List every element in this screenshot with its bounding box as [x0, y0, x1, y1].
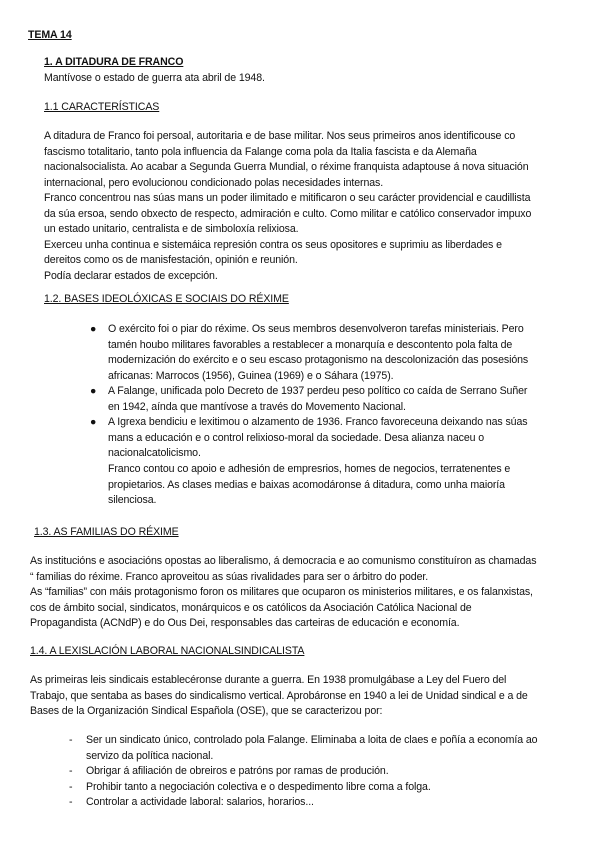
paragraph-line: Podía declarar estados de excepción. — [44, 269, 218, 282]
list-line: Controlar a actividade laboral: salarios, horarios... — [86, 796, 314, 809]
paragraph-line: un estado unitario, centralista e de simboloxía relixiosa. — [44, 223, 299, 236]
dash-bullet-icon: - — [69, 765, 73, 778]
paragraph-line: Franco contou co apoio e adhesión de empresrios, homes de negocios, terratenentes e — [108, 462, 511, 475]
bullet-line: mans a educación e o control relixioso-moral da sociedade. Desa alianza naceu o — [108, 431, 485, 444]
paragraph-line: As “familias” con máis protagonismo foron os militares que ocuparon os ministerios militares, e os falanxistas, — [30, 586, 533, 599]
paragraph-line: dereitos como os de manisfestación, opinión e reunión. — [44, 254, 298, 267]
paragraph-line: Bases de la Organización Sindical Española (OSE), que se caracterizou por: — [30, 705, 383, 718]
dash-bullet-icon: - — [69, 780, 73, 793]
dash-bullet-icon: - — [69, 796, 73, 809]
bullet-line: O exército foi o piar do réxime. Os seus membros desenvolveron tarefas ministeriais. Pero — [108, 323, 524, 335]
paragraph-line: fascismo totalitario, tanto pola influencia da Falange coma pola da Italia fascista e da Alemaña — [44, 145, 477, 158]
bullet-icon: ● — [90, 385, 97, 398]
bullet-line: tamén houbo militares favorables a restablecer a monarquía e descontento pola falta de — [108, 338, 513, 351]
paragraph-line: internacional, pero evolucionou condicionado polas necesidades internas. — [44, 176, 384, 189]
bullet-line: africanas: Marrocos (1956), Guinea (1969) e o Sáhara (1975). — [108, 369, 394, 382]
paragraph-line: da súa ersoa, sendo obxecto de respecto, admiración e culto. Como militar e católico conservador impuxo — [44, 207, 532, 220]
subsection-heading: 1.4. A LEXISLACIÓN LABORAL NACIONALSINDICALISTA — [30, 645, 305, 657]
bullet-line: A Falange, unificada polo Decreto de 1937 perdeu peso político co caída de Serrano Suñer — [108, 385, 528, 398]
subsection-heading: 1.1 CARACTERÍSTICAS — [44, 101, 160, 113]
paragraph-line: As institucións e asociacións opostas ao liberalismo, á democracia e ao comunismo constituíron as chamadas — [30, 555, 537, 567]
section-heading: 1. A DITADURA DE FRANCO — [44, 56, 184, 68]
paragraph-line: “ familias do réxime. Franco aproveitou as súas rivalidades para ser o árbitro do poder. — [30, 570, 429, 583]
bullet-line: modernización do exército e o seu escaso protagonismo na descolonización das posesións — [108, 354, 529, 367]
document-title: TEMA 14 — [28, 29, 72, 41]
paragraph-line: Propagandista (ACNdP) e do Ous Dei, responsables das carteiras de educación e economía. — [30, 617, 460, 630]
paragraph-line: Exerceu unha continua e sistemáica represión contra os seus opositores e suprimiu as liberdades e — [44, 238, 502, 251]
subsection-heading: 1.3. AS FAMILIAS DO RÉXIME — [34, 526, 179, 538]
intro-text: Mantívose o estado de guerra ata abril de 1948. — [44, 72, 265, 84]
bullet-icon: ● — [90, 416, 97, 429]
bullet-line: en 1942, aínda que mantívose a través do Movemento Nacional. — [108, 400, 406, 413]
subsection-heading: 1.2. BASES IDEOLÓXICAS E SOCIAIS DO RÉXIME — [44, 293, 289, 305]
paragraph-line: A ditadura de Franco foi persoal, autoritaria e de base militar. Nos seus primeiros anos identificouse co — [44, 130, 516, 142]
paragraph-line: Trabajo, que sentaba as bases do sindicalismo vertical. Aprobáronse en 1940 a lei de Unidad sindical e a de — [30, 689, 528, 702]
paragraph-line: nacionalsocialista. Ao acabar a Segunda Guerra Mundial, o réxime franquista adaptouse á nova situación — [44, 161, 529, 174]
dash-bullet-icon: - — [69, 734, 73, 746]
paragraph-line: propietarios. As clases medias e baixas acomodáronse á ditadura, como unha maioría — [108, 478, 505, 491]
list-line: servizo da política nacional. — [86, 749, 214, 762]
bullet-line: A Igrexa bendiciu e lexitimou o alzamento de 1936. Franco favoreceuna deixando nas súas — [108, 416, 528, 429]
bullet-icon: ● — [90, 323, 97, 335]
paragraph-line: As primeiras leis sindicais establecéronse durante a guerra. En 1938 promulgábase a Ley del Fuero del — [30, 674, 507, 686]
paragraph-line: Franco concentrou nas súas mans un poder ilimitado e mitificaron o seu carácter providencial e caudillista — [44, 192, 531, 205]
bullet-line: nacionalcatolicismo. — [108, 447, 201, 460]
list-line: Obrigar á afiliación de obreiros e patróns por ramas de produción. — [86, 765, 389, 778]
list-line: Ser un sindicato único, controlado pola Falange. Eliminaba a loita de claes e poñía a economía ao — [86, 734, 538, 746]
paragraph-line: silenciosa. — [108, 494, 157, 507]
paragraph-line: cos de ámbito social, sindicatos, monárquicos e os católicos da Asociación Católica Nacional de — [30, 601, 472, 614]
list-line: Prohibir tanto a negociación colectiva e o despedimento libre coma a folga. — [86, 780, 431, 793]
